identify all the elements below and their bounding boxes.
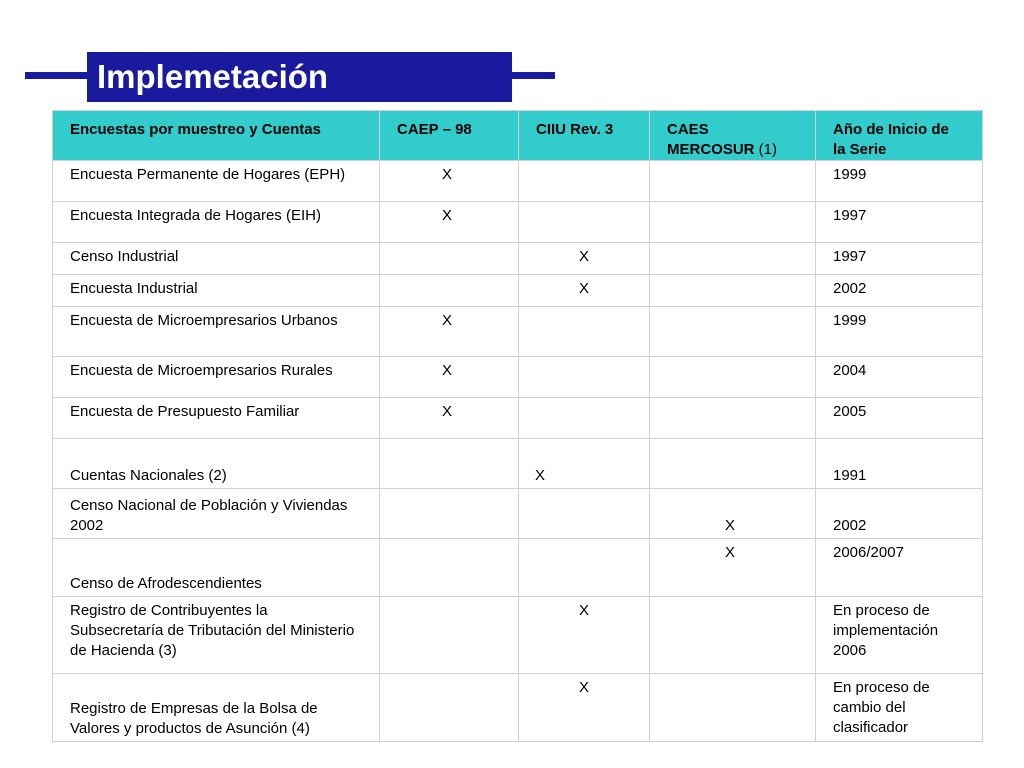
row-start-year: 2005 [816,398,983,439]
row-start-year: 1999 [816,307,983,357]
row-caep-mark [380,597,519,674]
row-caes-mark [650,243,816,275]
row-ciiu-mark: X [519,439,650,489]
row-caes-mark [650,161,816,202]
table-row [53,398,983,439]
row-ciiu-mark: X [519,597,650,674]
row-ciiu-mark [519,539,650,597]
title-rule-right [510,72,555,79]
table-row [53,357,983,398]
row-ciiu-mark [519,357,650,398]
table-row [53,597,983,674]
row-survey-name: Censo Nacional de Población y Viviendas 2002 [53,489,380,539]
row-survey-name: Encuesta Permanente de Hogares (EPH) [53,161,380,202]
row-caep-mark [380,539,519,597]
row-caep-mark [380,674,519,742]
row-caep-mark: X [380,357,519,398]
table-row [53,539,983,597]
row-start-year: 1991 [816,439,983,489]
row-caes-mark [650,674,816,742]
row-caep-mark [380,243,519,275]
row-start-year: 2002 [816,489,983,539]
row-ciiu-mark [519,489,650,539]
row-caes-mark [650,307,816,357]
row-caes-mark [650,357,816,398]
row-start-year: 1997 [816,202,983,243]
row-start-year: 2006/2007 [816,539,983,597]
row-caes-mark [650,597,816,674]
title-rule-left [25,72,87,79]
row-caes-mark: X [650,539,816,597]
row-caep-mark: X [380,202,519,243]
row-survey-name: Censo de Afrodescendientes [53,539,380,597]
header-caes [650,111,816,161]
row-caep-mark [380,275,519,307]
row-survey-name: Encuesta Integrada de Hogares (EIH) [53,202,380,243]
row-caes-mark [650,275,816,307]
row-caes-mark [650,439,816,489]
table-header-row [53,111,983,161]
row-ciiu-mark [519,202,650,243]
row-start-year: En proceso de implementación 2006 [816,597,983,674]
row-caes-mark: X [650,489,816,539]
row-caes-mark [650,398,816,439]
header-ciiu: CIIU Rev. 3 [519,111,650,161]
row-ciiu-mark [519,307,650,357]
row-survey-name: Encuesta Industrial [53,275,380,307]
row-caep-mark [380,489,519,539]
row-start-year: 1999 [816,161,983,202]
row-start-year: En proceso de cambio del clasificador [816,674,983,742]
row-caep-mark: X [380,398,519,439]
row-caep-mark: X [380,307,519,357]
row-survey-name: Encuesta de Microempresarios Urbanos [53,307,380,357]
row-start-year: 1997 [816,243,983,275]
header-survey: Encuestas por muestreo y Cuentas [53,111,380,161]
header-year: Año de Inicio de la Serie [816,111,983,161]
row-survey-name: Cuentas Nacionales (2) [53,439,380,489]
table-row [53,307,983,357]
table-row [53,202,983,243]
row-survey-name: Censo Industrial [53,243,380,275]
row-caes-mark [650,202,816,243]
row-caep-mark: X [380,161,519,202]
row-ciiu-mark: X [519,275,650,307]
table-row [53,489,983,539]
row-start-year: 2004 [816,357,983,398]
row-survey-name: Registro de Contribuyentes la Subsecretaría de Tributación del Ministerio de Hacienda (3) [53,597,380,674]
table-row [53,243,983,275]
header-caes-main: CAES MERCOSUR [667,121,755,158]
table-row [53,275,983,307]
header-caep: CAEP – 98 [380,111,519,161]
row-ciiu-mark [519,161,650,202]
row-ciiu-mark: X [519,674,650,742]
classification-table [52,110,983,742]
row-ciiu-mark [519,398,650,439]
table-row [53,439,983,489]
row-survey-name: Encuesta de Presupuesto Familiar [53,398,380,439]
table-row [53,161,983,202]
header-caes-note: (1) [754,141,778,158]
row-ciiu-mark: X [519,243,650,275]
slide-title: Implemetación [87,52,512,102]
row-caep-mark [380,439,519,489]
table-row [53,674,983,742]
row-survey-name: Registro de Empresas de la Bolsa de Valores y productos de Asunción (4) [53,674,380,742]
row-survey-name: Encuesta de Microempresarios Rurales [53,357,380,398]
row-start-year: 2002 [816,275,983,307]
